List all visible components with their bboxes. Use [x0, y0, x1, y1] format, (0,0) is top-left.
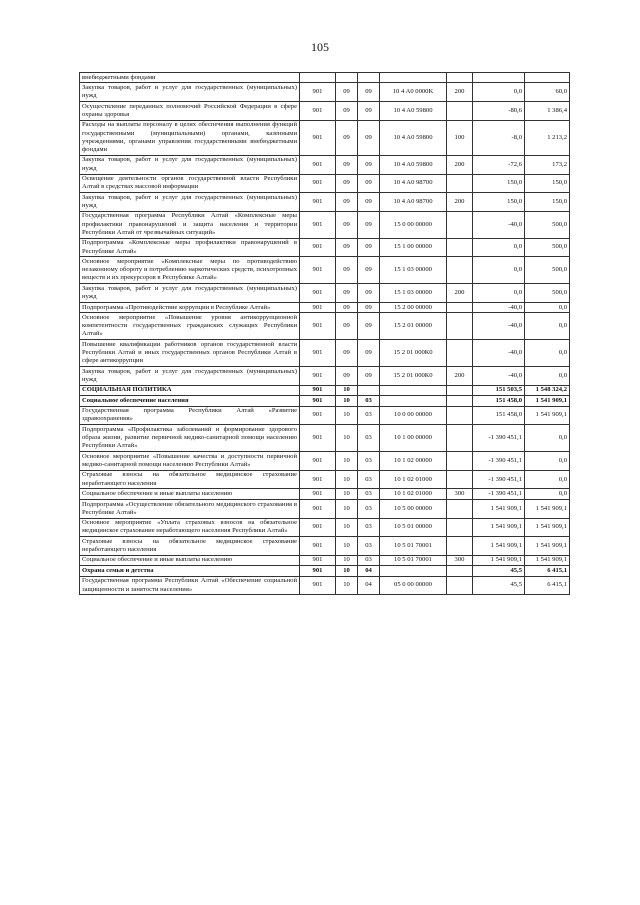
amount-total: 500,0 — [525, 284, 570, 303]
amount-total: 500,0 — [525, 238, 570, 257]
amount-change: -80,6 — [473, 102, 525, 121]
section-code: 10 — [336, 470, 358, 489]
row-name: Закупка товаров, работ и услуг для государственных (муниципальных) нужд — [80, 155, 300, 174]
amount-change: -1 390 451,1 — [473, 452, 525, 471]
amount-change: 151 458,0 — [473, 396, 525, 406]
amount-total: 1 541 909,1 — [525, 555, 570, 565]
amount-change: -40,0 — [473, 313, 525, 340]
expense-type-code: 200 — [447, 193, 473, 212]
amount-change: -8,0 — [473, 120, 525, 155]
ministry-code: 901 — [300, 238, 336, 257]
target-article-code: 10 4 A0 0000K — [380, 83, 447, 102]
amount-total: 0,0 — [525, 425, 570, 452]
expense-type-code: 200 — [447, 83, 473, 102]
subsection-code: 09 — [358, 238, 380, 257]
ministry-code: 901 — [300, 537, 336, 556]
amount-change: 0,0 — [473, 284, 525, 303]
ministry-code: 901 — [300, 406, 336, 425]
amount-change: -1 390 451,1 — [473, 470, 525, 489]
expense-type-code — [447, 566, 473, 576]
expense-type-code — [447, 238, 473, 257]
subsection-code: 09 — [358, 174, 380, 193]
expense-type-code — [447, 499, 473, 518]
section-code: 09 — [336, 193, 358, 212]
amount-total: 1 213,2 — [525, 120, 570, 155]
ministry-code: 901 — [300, 102, 336, 121]
row-name: Подпрограмма «Комплексные меры профилактики правонарушений в Республике Алтай» — [80, 238, 300, 257]
row-name: Подпрограмма «Осуществление обязательного медицинского страхования в Республике Алтай» — [80, 499, 300, 518]
target-article-code: 10 4 A0 59800 — [380, 102, 447, 121]
subsection-code: 04 — [358, 566, 380, 576]
target-article-code: 10 4 A0 98700 — [380, 193, 447, 212]
ministry-code: 901 — [300, 489, 336, 499]
subsection-code: 09 — [358, 313, 380, 340]
amount-change: 45,5 — [473, 566, 525, 576]
section-code: 09 — [336, 102, 358, 121]
expense-type-code — [447, 518, 473, 537]
ministry-code: 901 — [300, 385, 336, 395]
section-code — [336, 73, 358, 83]
amount-total: 1 541 909,1 — [525, 499, 570, 518]
ministry-code: 901 — [300, 367, 336, 386]
row-name: Основное мероприятие «Уплата страховых взносов на обязательное медицинское страхование неработающего населения Республики Алтай» — [80, 518, 300, 537]
section-code: 10 — [336, 385, 358, 395]
subsection-code: 09 — [358, 102, 380, 121]
table-row — [80, 518, 570, 537]
table-row — [80, 257, 570, 284]
subsection-code: 03 — [358, 406, 380, 425]
amount-total: 1 541 909,1 — [525, 396, 570, 406]
amount-total: 0,0 — [525, 470, 570, 489]
amount-change: -1 390 451,1 — [473, 489, 525, 499]
target-article-code: 10 0 00 00000 — [380, 406, 447, 425]
expense-type-code — [447, 425, 473, 452]
amount-change: -1 390 451,1 — [473, 425, 525, 452]
subsection-code: 03 — [358, 425, 380, 452]
amount-change: -40,0 — [473, 302, 525, 312]
amount-total: 0,0 — [525, 313, 570, 340]
target-article-code: 10 1 02 00000 — [380, 452, 447, 471]
subsection-code: 03 — [358, 518, 380, 537]
row-name: Закупка товаров, работ и услуг для государственных (муниципальных) нужд — [80, 284, 300, 303]
amount-total: 1 541 909,1 — [525, 537, 570, 556]
table-row — [80, 489, 570, 499]
table-row — [80, 284, 570, 303]
section-code: 10 — [336, 489, 358, 499]
subsection-code — [358, 385, 380, 395]
section-code: 09 — [336, 155, 358, 174]
expense-type-code: 300 — [447, 555, 473, 565]
section-code: 09 — [336, 302, 358, 312]
budget-table — [79, 72, 570, 595]
ministry-code: 901 — [300, 396, 336, 406]
expense-type-code — [447, 73, 473, 83]
subsection-code: 03 — [358, 396, 380, 406]
expense-type-code: 300 — [447, 489, 473, 499]
row-name: Закупка товаров, работ и услуг для государственных (муниципальных) нужд — [80, 367, 300, 386]
row-name: Социальное обеспечение населения — [80, 396, 300, 406]
expense-type-code — [447, 174, 473, 193]
ministry-code: 901 — [300, 425, 336, 452]
amount-total: 1 541 909,1 — [525, 518, 570, 537]
section-code: 10 — [336, 555, 358, 565]
expense-type-code — [447, 211, 473, 238]
target-article-code: 15 1 03 00000 — [380, 257, 447, 284]
expense-type-code — [447, 313, 473, 340]
table-row — [80, 155, 570, 174]
table-row — [80, 566, 570, 576]
ministry-code: 901 — [300, 499, 336, 518]
expense-type-code — [447, 470, 473, 489]
page-number: 105 — [311, 40, 329, 54]
amount-change: 0,0 — [473, 238, 525, 257]
expense-type-code — [447, 385, 473, 395]
section-code: 10 — [336, 396, 358, 406]
amount-total: 0,0 — [525, 367, 570, 386]
subsection-code: 09 — [358, 284, 380, 303]
table-row — [80, 102, 570, 121]
amount-total: 500,0 — [525, 211, 570, 238]
amount-change: -40,0 — [473, 211, 525, 238]
target-article-code — [380, 396, 447, 406]
table-row — [80, 73, 570, 83]
table-row — [80, 174, 570, 193]
subsection-code: 09 — [358, 83, 380, 102]
row-name: СОЦИАЛЬНАЯ ПОЛИТИКА — [80, 385, 300, 395]
row-name: Страховые взносы на обязательное медицинское страхование неработающего населения — [80, 470, 300, 489]
row-name: Освещение деятельности органов государственной власти Республики Алтай в средствах массовой информации — [80, 174, 300, 193]
ministry-code: 901 — [300, 340, 336, 367]
row-name: Государственная программа Республики Алтай «Развитие здравоохранения» — [80, 406, 300, 425]
subsection-code: 09 — [358, 120, 380, 155]
row-name: Основное мероприятие «Повышение уровня антикоррупционной компетентности государственных гражданских служащих Республики Алтай» — [80, 313, 300, 340]
subsection-code: 03 — [358, 537, 380, 556]
expense-type-code: 200 — [447, 155, 473, 174]
amount-change: -40,0 — [473, 367, 525, 386]
expense-type-code: 200 — [447, 367, 473, 386]
amount-total: 60,0 — [525, 83, 570, 102]
section-code: 10 — [336, 566, 358, 576]
table-row — [80, 120, 570, 155]
row-name: Страховые взносы на обязательное медицинское страхование неработающего населения — [80, 537, 300, 556]
row-name: Основное мероприятие «Комплексные меры по противодействию незаконному обороту и потреблению наркотических средств, психотропных веществ и их прекурсоров в Республике Алтай» — [80, 257, 300, 284]
section-code: 09 — [336, 211, 358, 238]
ministry-code: 901 — [300, 452, 336, 471]
ministry-code: 901 — [300, 313, 336, 340]
subsection-code: 09 — [358, 257, 380, 284]
expense-type-code — [447, 452, 473, 471]
amount-total: 0,0 — [525, 452, 570, 471]
section-code: 10 — [336, 406, 358, 425]
expense-type-code — [447, 302, 473, 312]
section-code: 10 — [336, 537, 358, 556]
table-row — [80, 83, 570, 102]
target-article-code: 10 4 A0 98700 — [380, 174, 447, 193]
expense-type-code — [447, 102, 473, 121]
table-row — [80, 340, 570, 367]
amount-total: 0,0 — [525, 340, 570, 367]
subsection-code — [358, 73, 380, 83]
amount-total: 1 386,4 — [525, 102, 570, 121]
amount-change: 150,0 — [473, 193, 525, 212]
row-name: Социальное обеспечение и иные выплаты населению — [80, 489, 300, 499]
subsection-code: 03 — [358, 489, 380, 499]
amount-total: 6 415,1 — [525, 576, 570, 595]
amount-total: 6 415,1 — [525, 566, 570, 576]
table-row — [80, 555, 570, 565]
target-article-code: 15 0 00 00000 — [380, 211, 447, 238]
target-article-code — [380, 566, 447, 576]
expense-type-code — [447, 576, 473, 595]
target-article-code: 10 5 01 70001 — [380, 537, 447, 556]
expense-type-code — [447, 537, 473, 556]
section-code: 10 — [336, 576, 358, 595]
table-row — [80, 211, 570, 238]
table-row — [80, 193, 570, 212]
table-row — [80, 406, 570, 425]
section-code: 09 — [336, 257, 358, 284]
target-article-code: 10 1 02 01000 — [380, 470, 447, 489]
target-article-code — [380, 73, 447, 83]
amount-change: -72,6 — [473, 155, 525, 174]
amount-change: 1 541 909,1 — [473, 518, 525, 537]
row-name: Основное мероприятие «Повышение качества и доступности первичной медико-санитарной помощи населению Республики Алтай» — [80, 452, 300, 471]
subsection-code: 09 — [358, 211, 380, 238]
table-row — [80, 313, 570, 340]
ministry-code: 901 — [300, 193, 336, 212]
row-name: Государственная программа Республики Алтай «Обеспечение социальной защищенности и занятости населения» — [80, 576, 300, 595]
target-article-code: 15 1 03 00000 — [380, 284, 447, 303]
target-article-code: 15 2 01 00000 — [380, 313, 447, 340]
subsection-code: 03 — [358, 470, 380, 489]
row-name: внебюджетными фондами — [80, 73, 300, 83]
amount-change: 0,0 — [473, 257, 525, 284]
ministry-code: 901 — [300, 566, 336, 576]
expense-type-code — [447, 406, 473, 425]
target-article-code: 10 1 02 01000 — [380, 489, 447, 499]
amount-total: 1 541 909,1 — [525, 406, 570, 425]
amount-total — [525, 73, 570, 83]
expense-type-code — [447, 396, 473, 406]
ministry-code: 901 — [300, 470, 336, 489]
amount-total: 173,2 — [525, 155, 570, 174]
amount-change: -40,0 — [473, 340, 525, 367]
ministry-code: 901 — [300, 211, 336, 238]
target-article-code: 15 2 00 00000 — [380, 302, 447, 312]
amount-total: 150,0 — [525, 193, 570, 212]
section-code: 09 — [336, 174, 358, 193]
target-article-code: 05 0 00 00000 — [380, 576, 447, 595]
subsection-code: 09 — [358, 193, 380, 212]
table-row — [80, 576, 570, 595]
ministry-code: 901 — [300, 174, 336, 193]
section-code: 09 — [336, 284, 358, 303]
amount-total: 500,0 — [525, 257, 570, 284]
table-row — [80, 385, 570, 395]
row-name: Подпрограмма «Противодействие коррупции в Республике Алтай» — [80, 302, 300, 312]
amount-change: 1 541 909,1 — [473, 537, 525, 556]
amount-change: 151 503,5 — [473, 385, 525, 395]
amount-change: 150,0 — [473, 174, 525, 193]
section-code: 09 — [336, 120, 358, 155]
ministry-code: 901 — [300, 120, 336, 155]
row-name: Государственная программа Республики Алтай «Комплексные меры профилактики правонарушений и защита населения и территории Республики Алтай от чрезвычайных ситуаций» — [80, 211, 300, 238]
target-article-code: 15 2 01 000К0 — [380, 340, 447, 367]
ministry-code: 901 — [300, 83, 336, 102]
section-code: 10 — [336, 425, 358, 452]
amount-change — [473, 73, 525, 83]
subsection-code: 03 — [358, 555, 380, 565]
table-row — [80, 238, 570, 257]
amount-change: 45,5 — [473, 576, 525, 595]
amount-total: 0,0 — [525, 302, 570, 312]
section-code: 09 — [336, 340, 358, 367]
expense-type-code — [447, 257, 473, 284]
section-code: 09 — [336, 238, 358, 257]
row-name: Осуществление переданных полномочий Российской Федерации в сфере охраны здоровья — [80, 102, 300, 121]
target-article-code: 10 5 00 00000 — [380, 499, 447, 518]
row-name: Расходы на выплаты персоналу в целях обеспечения выполнения функций государственными (муниципальными) органами, казенными учреждениями, органами управления государственными внебюджетными фондами — [80, 120, 300, 155]
table-row — [80, 367, 570, 386]
row-name: Охрана семьи и детства — [80, 566, 300, 576]
ministry-code: 901 — [300, 302, 336, 312]
section-code: 10 — [336, 499, 358, 518]
target-article-code: 10 4 A0 59800 — [380, 120, 447, 155]
target-article-code — [380, 385, 447, 395]
target-article-code: 10 1 00 00000 — [380, 425, 447, 452]
subsection-code: 09 — [358, 155, 380, 174]
amount-change: 1 541 909,1 — [473, 555, 525, 565]
row-name: Подпрограмма «Профилактика заболеваний и формирование здорового образа жизни, развитие первичной медико-санитарной помощи населению Республики Алтай» — [80, 425, 300, 452]
table-row — [80, 499, 570, 518]
target-article-code: 15 1 00 00000 — [380, 238, 447, 257]
target-article-code: 10 5 01 00000 — [380, 518, 447, 537]
target-article-code: 15 2 01 000К0 — [380, 367, 447, 386]
section-code: 10 — [336, 518, 358, 537]
row-name: Закупка товаров, работ и услуг для государственных (муниципальных) нужд — [80, 193, 300, 212]
subsection-code: 09 — [358, 302, 380, 312]
row-name: Социальное обеспечение и иные выплаты населению — [80, 555, 300, 565]
subsection-code: 03 — [358, 452, 380, 471]
section-code: 09 — [336, 367, 358, 386]
subsection-code: 04 — [358, 576, 380, 595]
table-row — [80, 537, 570, 556]
subsection-code: 03 — [358, 499, 380, 518]
ministry-code: 901 — [300, 257, 336, 284]
amount-total: 1 548 324,2 — [525, 385, 570, 395]
row-name: Повышение квалификации работников органов государственной власти Республики Алтай и иных государственных органов Республики Алтай в сфере антикоррупции — [80, 340, 300, 367]
amount-total: 150,0 — [525, 174, 570, 193]
section-code: 09 — [336, 313, 358, 340]
amount-change: 151 458,0 — [473, 406, 525, 425]
expense-type-code: 200 — [447, 284, 473, 303]
ministry-code: 901 — [300, 155, 336, 174]
ministry-code: 901 — [300, 576, 336, 595]
amount-total: 0,0 — [525, 489, 570, 499]
target-article-code: 10 5 01 70001 — [380, 555, 447, 565]
table-row — [80, 470, 570, 489]
table-row — [80, 302, 570, 312]
ministry-code — [300, 73, 336, 83]
table-row — [80, 396, 570, 406]
section-code: 10 — [336, 452, 358, 471]
ministry-code: 901 — [300, 284, 336, 303]
expense-type-code: 100 — [447, 120, 473, 155]
ministry-code: 901 — [300, 555, 336, 565]
amount-change: 0,0 — [473, 83, 525, 102]
table-row — [80, 452, 570, 471]
expense-type-code — [447, 340, 473, 367]
table-row — [80, 425, 570, 452]
subsection-code: 09 — [358, 340, 380, 367]
subsection-code: 09 — [358, 367, 380, 386]
row-name: Закупка товаров, работ и услуг для государственных (муниципальных) нужд — [80, 83, 300, 102]
amount-change: 1 541 909,1 — [473, 499, 525, 518]
target-article-code: 10 4 A0 59800 — [380, 155, 447, 174]
ministry-code: 901 — [300, 518, 336, 537]
section-code: 09 — [336, 83, 358, 102]
